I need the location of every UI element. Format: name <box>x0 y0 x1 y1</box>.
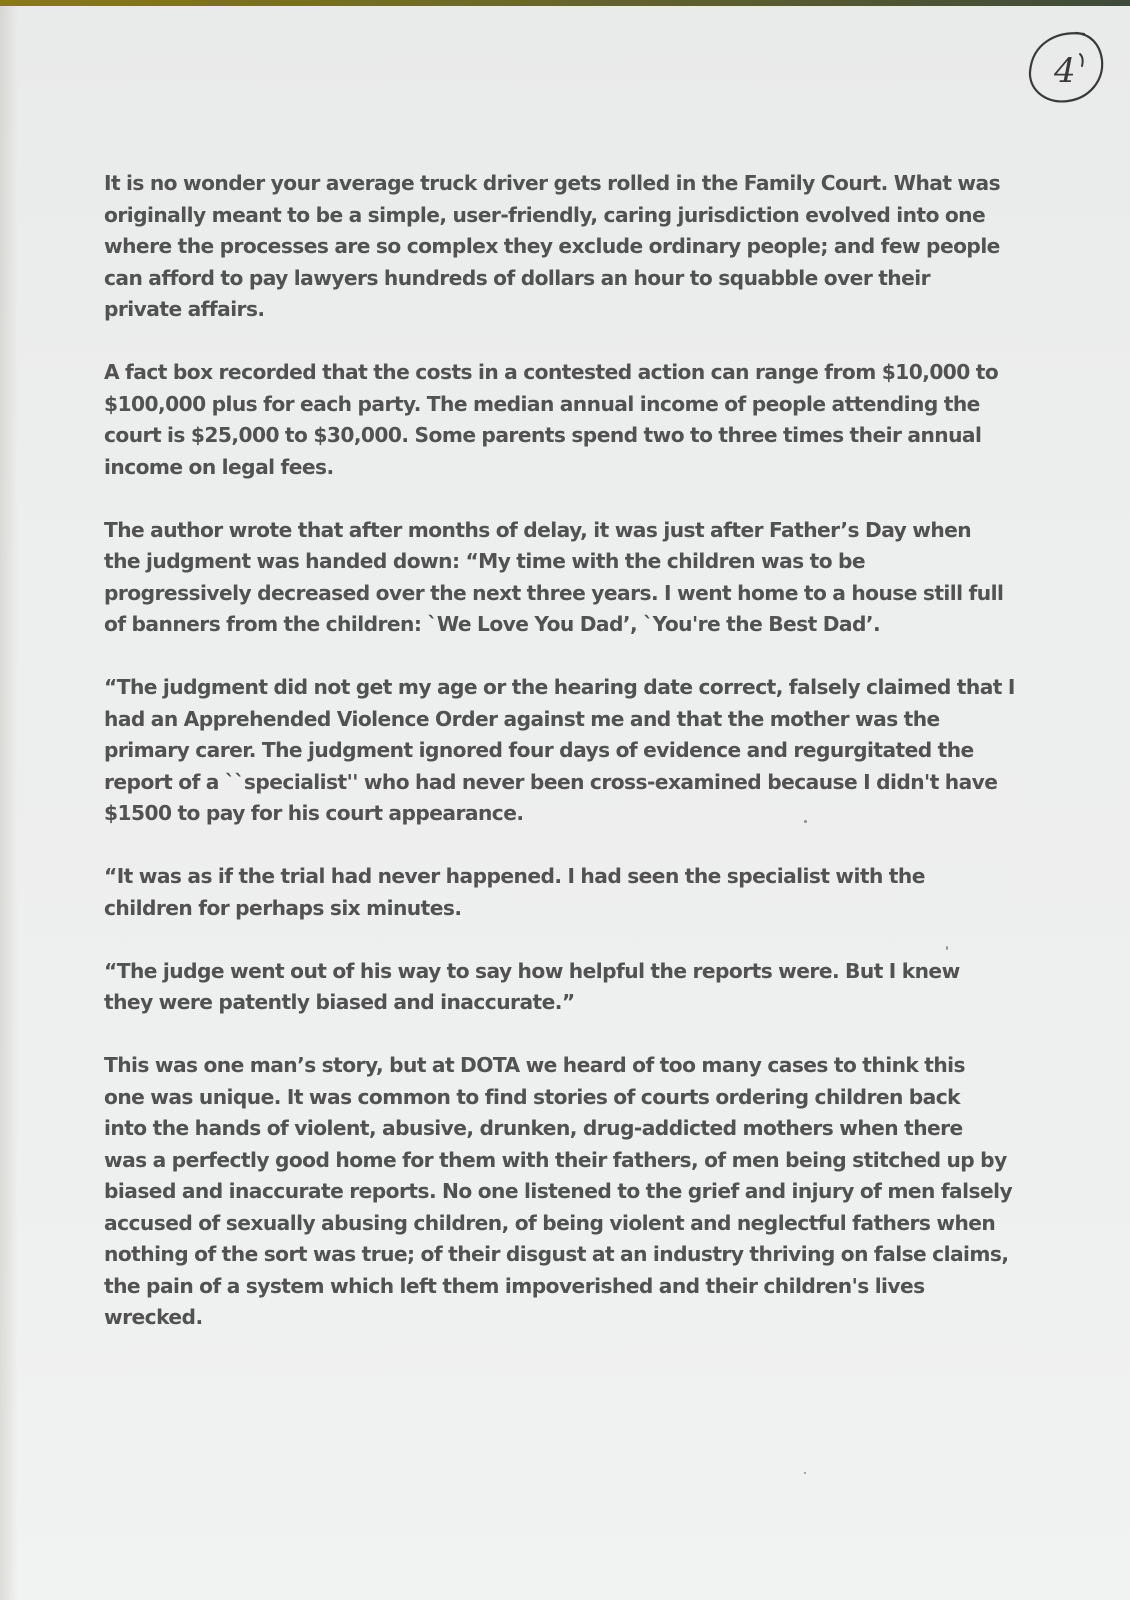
scan-speck <box>804 820 807 823</box>
circled-number-icon <box>1026 28 1106 106</box>
paragraph-6: “The judge went out of his way to say how helpful the reports were. But I knew they were patently biased and inaccurate.” <box>104 958 960 1014</box>
page-number-text: 4 <box>1054 51 1076 91</box>
scan-speck <box>804 1472 806 1474</box>
scan-top-edge <box>0 0 1130 6</box>
handwritten-page-number <box>1026 28 1106 106</box>
article-body <box>104 168 1024 1365</box>
paragraph-4: “The judgment did not get my age or the hearing date correct, falsely claimed that I had an Apprehended Violence Order against me and that the mother was the primary carer. The judgment ignored four days of evidence and regurgitated the report of a ``specialist'' who had never been cross-examined because I didn't have $1500 to pay for his court appearance. <box>104 675 1015 825</box>
paragraph-7: This was one man’s story, but at DOTA we heard of too many cases to think this one was unique. It was common to find stories of courts ordering children back into the hands of violent, abusive, drunken, drug-addicted mothers when there was a perfectly good home for them with their fathers, of men being stitched up by biased and inaccurate reports. No one listened to the grief and injury of men falsely accused of sexually abusing children, of being violent and neglectful fathers when nothing of the sort was true; of their disgust at an industry thriving on false claims, the pain of a system which left them impoverished and their children's lives wrecked. <box>104 1053 1013 1329</box>
paragraph-1: It is no wonder your average truck driver gets rolled in the Family Court. What was originally meant to be a simple, user-friendly, caring jurisdiction evolved into one where the processes are so complex they exclude ordinary people; and few people can afford to pay lawyers hundreds of dollars an hour to squabble over their private affairs. <box>104 171 1001 321</box>
paragraph-2: A fact box recorded that the costs in a contested action can range from $10,000 to $100,000 plus for each party. The median annual income of people attending the court is $25,000 to $30,000. Some parents spend two to three times their annual income on legal fees. <box>104 360 999 479</box>
scan-left-shadow <box>0 6 18 1600</box>
paragraph-5: “It was as if the trial had never happened. I had seen the specialist with the children for perhaps six minutes. <box>104 864 925 920</box>
paragraph-3: The author wrote that after months of delay, it was just after Father’s Day when the judgment was handed down: “My time with the children was to be progressively decreased over the next three years. I went home to a house still full of banners from the children: `We Love You Dad’, `You're the Best Dad’. <box>104 517 1004 636</box>
scan-speck <box>946 946 948 950</box>
